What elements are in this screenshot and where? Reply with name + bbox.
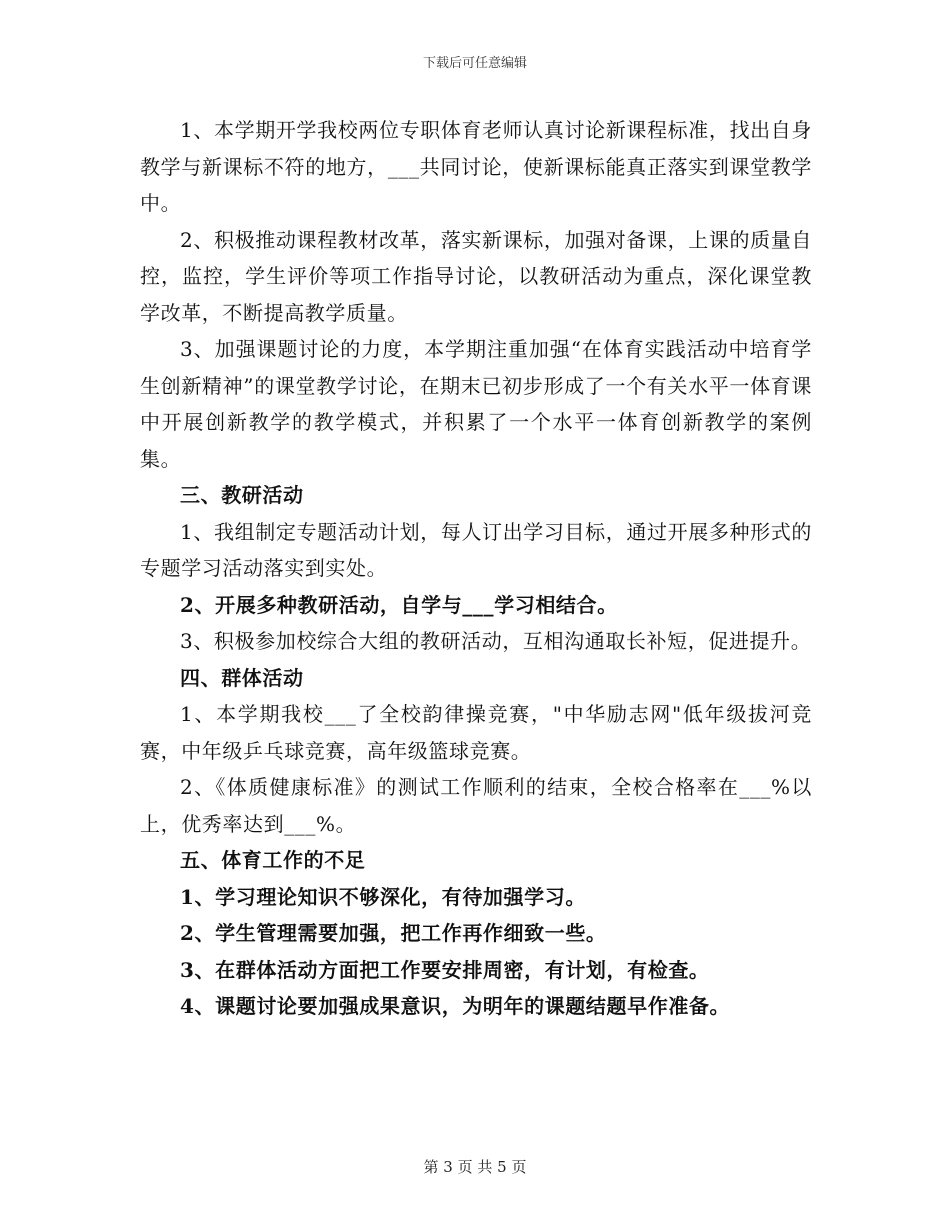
paragraph-6: 3、积极参加校综合大组的教研活动，互相沟通取长补短，促进提升。 xyxy=(180,629,812,653)
paragraph-3: 3、加强课题讨论的力度，本学期注重加强“在体育实践活动中培育学生创新精神”的课堂教学讨论，在期末已初步形成了一个有关水平一体育课中开展创新教学的教学模式，并积累了一个水平一体育创新教学的案例集。 xyxy=(140,337,812,471)
paragraph-11: 3、在群体活动方面把工作要安排周密，有计划，有检查。 xyxy=(180,957,710,982)
paragraph-8: 2、《体质健康标准》的测试工作顺利的结束，全校合格率在___%以上，优秀率达到___%。 xyxy=(140,775,812,836)
paragraph-10: 2、学生管理需要加强，把工作再作细致一些。 xyxy=(180,921,607,945)
page-header: 下载后可任意编辑 xyxy=(422,56,527,71)
paragraph-4: 1、我组制定专题活动计划，每人订出学习目标，通过开展多种形式的专题学习活动落实到实处。 xyxy=(140,519,812,580)
page-footer: 第 3 页 共 5 页 xyxy=(423,1158,527,1176)
document-body xyxy=(140,112,812,1025)
paragraph-2: 2、积极推动课程教材改革，落实新课标，加强对备课，上课的质量自控，监控，学生评价等项工作指导讨论，以教研活动为重点，深化课堂教学改革，不断提高教学质量。 xyxy=(140,227,812,325)
section-heading-qunti: 四、群体活动 xyxy=(180,665,304,690)
paragraph-12: 4、课题讨论要加强成果意识，为明年的课题结题早作准备。 xyxy=(180,994,731,1018)
section-heading-jiaoyan: 三、教研活动 xyxy=(180,483,304,507)
section-heading-buzu: 五、体育工作的不足 xyxy=(180,848,366,872)
paragraph-9: 1、学习理论知识不够深化，有待加强学习。 xyxy=(180,884,586,909)
paragraph-7: 1、本学期我校___了全校韵律操竞赛，"中华励志网"低年级拔河竞赛，中年级乒乓球竞赛，高年级篮球竞赛。 xyxy=(140,702,812,763)
paragraph-5: 2、开展多种教研活动，自学与___学习相结合。 xyxy=(180,592,618,617)
paragraph-1: 1、本学期开学我校两位专职体育老师认真讨论新课程标准，找出自身教学与新课标不符的地方，___共同讨论，使新课标能真正落实到课堂教学中。 xyxy=(140,118,812,215)
